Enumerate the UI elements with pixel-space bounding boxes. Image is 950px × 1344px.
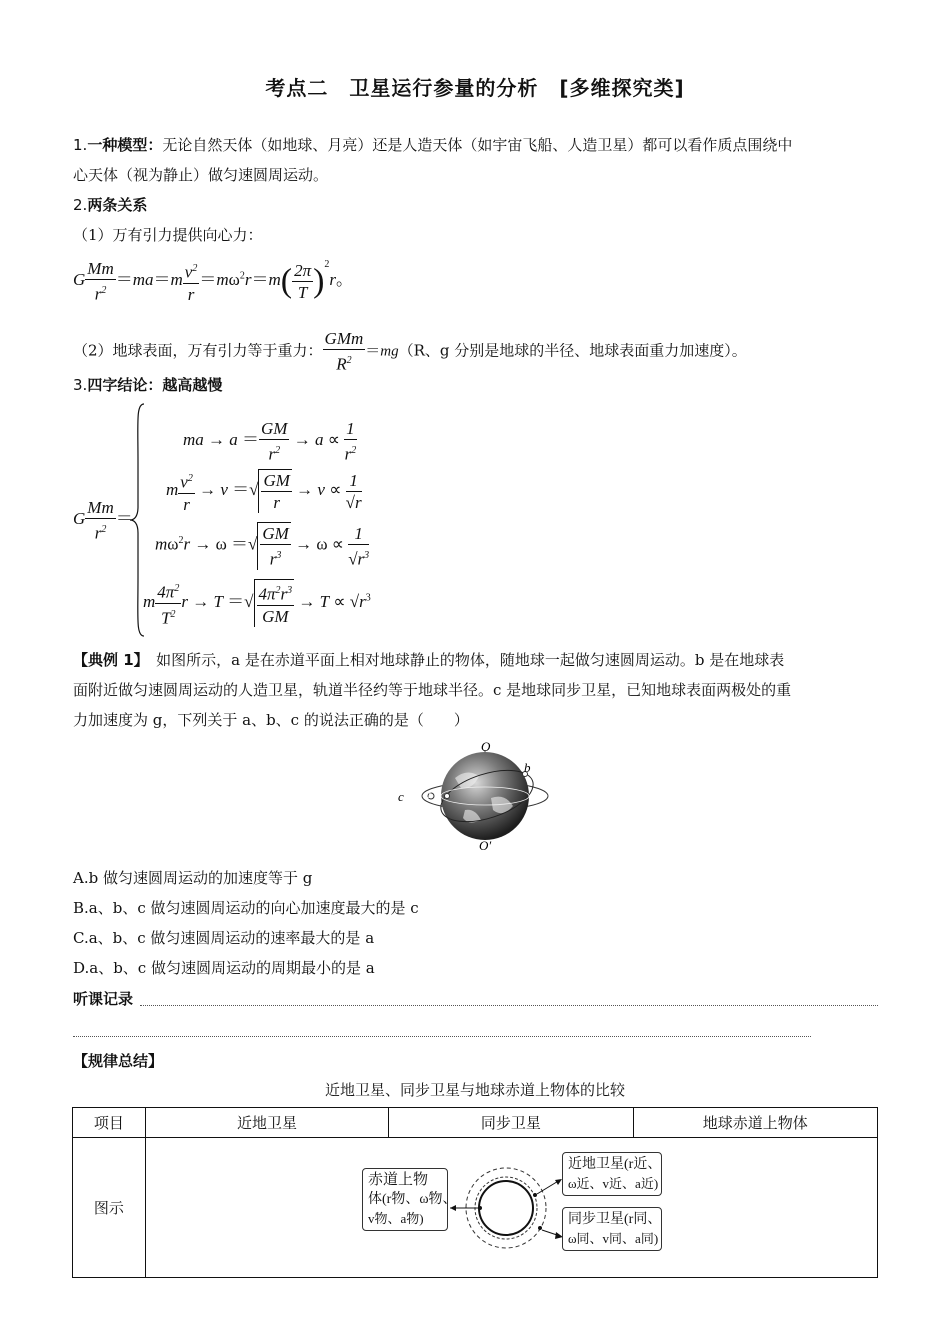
box-sync-line-2: ω同、v同、a同): [568, 1231, 659, 1246]
box-near-satellite: [562, 1152, 662, 1196]
section-2-item-2: （2）地球表面，万有引力等于重力： $\frac{\text{GMm}}{R^2}$ ＝mg（R、g 分别是地球的半径、地球表面重力加速度）。: [73, 329, 747, 374]
section-3-heading-line: [73, 374, 222, 396]
header-sync-sat: 同步卫星: [389, 1108, 633, 1138]
box-equator-line-2: 体(r物、ω物、: [368, 1192, 457, 1207]
header-equator-obj: 地球赤道上物体: [633, 1108, 877, 1138]
box-equator-line-3: v物、a物): [368, 1211, 424, 1226]
formula-gravity-centripetal: G $\frac{Mm}{r^2}$ ＝ma＝m $\frac{v^2}{r}$ $=m\omega^2r=m$( $\frac{2\pi}{T}$ )$^2$r。: [73, 259, 354, 304]
section-2-num: 2.: [73, 196, 88, 214]
header-near-sat: 近地卫星: [145, 1108, 388, 1138]
table-title: 近地卫星、同步卫星与地球赤道上物体的比较: [324, 1081, 625, 1099]
near-orbit-circle: [475, 1177, 537, 1239]
box-sync-satellite: [562, 1207, 662, 1251]
equator-obj-point: [478, 1206, 482, 1210]
notes-label: 听课记录: [73, 990, 134, 1008]
example-line-1: [73, 649, 784, 671]
label-a: a: [425, 787, 431, 801]
table-header-row: [73, 1108, 878, 1138]
section-2-heading: 两条关系: [87, 196, 148, 214]
box-near-line-1: 近地卫星(r近、: [568, 1157, 662, 1172]
section-3-num: 3.: [73, 376, 88, 394]
label-o-bottom: O′: [479, 838, 492, 853]
formula-gravity-lhs: G $\frac{Mm}{r^2}$ ＝: [73, 498, 133, 543]
formula-surface-gravity: $\frac{\text{GMm}}{R^2}$: [324, 329, 364, 374]
section-1-text-2: 心天体（视为静止）做匀速圆周运动。: [73, 166, 329, 184]
near-sat-point: [533, 1193, 537, 1197]
section-3-heading: 四字结论：越高越慢: [87, 376, 223, 394]
section-2-item-2-post: （R、g 分别是地球的半径、地球表面重力加速度）。: [398, 341, 747, 360]
notes-dotted-line-1: [140, 1005, 878, 1006]
option-a: A.b 做匀速圆周运动的加速度等于 g: [73, 869, 313, 887]
section-1-text-1: 无论自然天体（如地球、月亮）还是人造天体（如宇宙飞船、人造卫星）都可以看作质点围绕中: [162, 136, 793, 154]
section-1-heading: 一种模型：: [87, 136, 163, 154]
earth-circle: [479, 1181, 533, 1235]
option-b: B.a、b、c 做匀速圆周运动的向心加速度最大的是 c: [73, 899, 419, 917]
box-equator-line-1: 赤道上物: [368, 1172, 429, 1188]
example-label: 【典例 1】: [73, 651, 142, 669]
formula-angular-velocity: $m\omega^2r \to \omega$ ＝√ $\frac{GM}{r^3}$ → ω ∝ $\frac{1}{√r^3}$: [155, 523, 370, 569]
example-text-2: 面附近做匀速圆周运动的人造卫星，轨道半径约等于地球半径。c 是地球同步卫星，已知地球表面两极处的重: [73, 681, 792, 699]
formula-acceleration: ma → a ＝ $\frac{GM}{r^2}$ → a ∝ $\frac{1}{r^2}$: [183, 419, 357, 464]
box-sync-line-1: 同步卫星(r同、: [568, 1212, 662, 1227]
sync-sat-point: [538, 1226, 542, 1230]
earth-globe: [441, 752, 529, 840]
row-label-diagram: 图示: [73, 1138, 146, 1278]
header-item: 项目: [73, 1108, 146, 1138]
example-text-3: 力加速度为 g，下列关于 a、b、c 的说法正确的是（ ）: [73, 711, 469, 729]
example-text-1: 如图所示，a 是在赤道平面上相对地球静止的物体，随地球一起做匀速圆周运动。b 是在地球表: [141, 651, 785, 669]
option-c: C.a、b、c 做匀速圆周运动的速率最大的是 a: [73, 929, 375, 947]
orbit-diagram: [440, 1150, 575, 1270]
obj-a-dot: [445, 794, 450, 799]
section-2-item-2-pre: （2）地球表面，万有引力等于重力：: [73, 341, 323, 360]
label-b: b: [524, 760, 531, 775]
box-near-line-2: ω近、v近、a近): [568, 1176, 659, 1191]
label-o-top: O: [481, 739, 491, 754]
formula-period: m $\frac{4\pi^2}{T^2}$ r → T ＝√ $\frac{4\pi^2r^3}{GM}$ → $T \propto √r^3$: [143, 578, 371, 628]
section-2-item-1: （1）万有引力提供向心力：: [73, 226, 263, 244]
earth-orbit-figure: [395, 738, 560, 858]
section-1-line-1: [73, 134, 792, 156]
section-2-heading-line: [73, 194, 147, 216]
box-equator-object: [362, 1168, 457, 1231]
option-d: D.a、b、c 做匀速圆周运动的周期最小的是 a: [73, 959, 375, 977]
formula-velocity: m $\frac{v^2}{r}$ → v ＝√ $\frac{GM}{r}$ → v ∝ $\frac{1}{√r}$: [166, 468, 362, 515]
summary-label: 【规律总结】: [73, 1052, 164, 1070]
notes-dotted-line-2: [73, 1036, 811, 1037]
label-c: c: [398, 789, 404, 804]
page-title: 考点二 卫星运行参量的分析 [多维探究类]: [265, 76, 685, 100]
section-1-num: 1.: [73, 136, 88, 154]
